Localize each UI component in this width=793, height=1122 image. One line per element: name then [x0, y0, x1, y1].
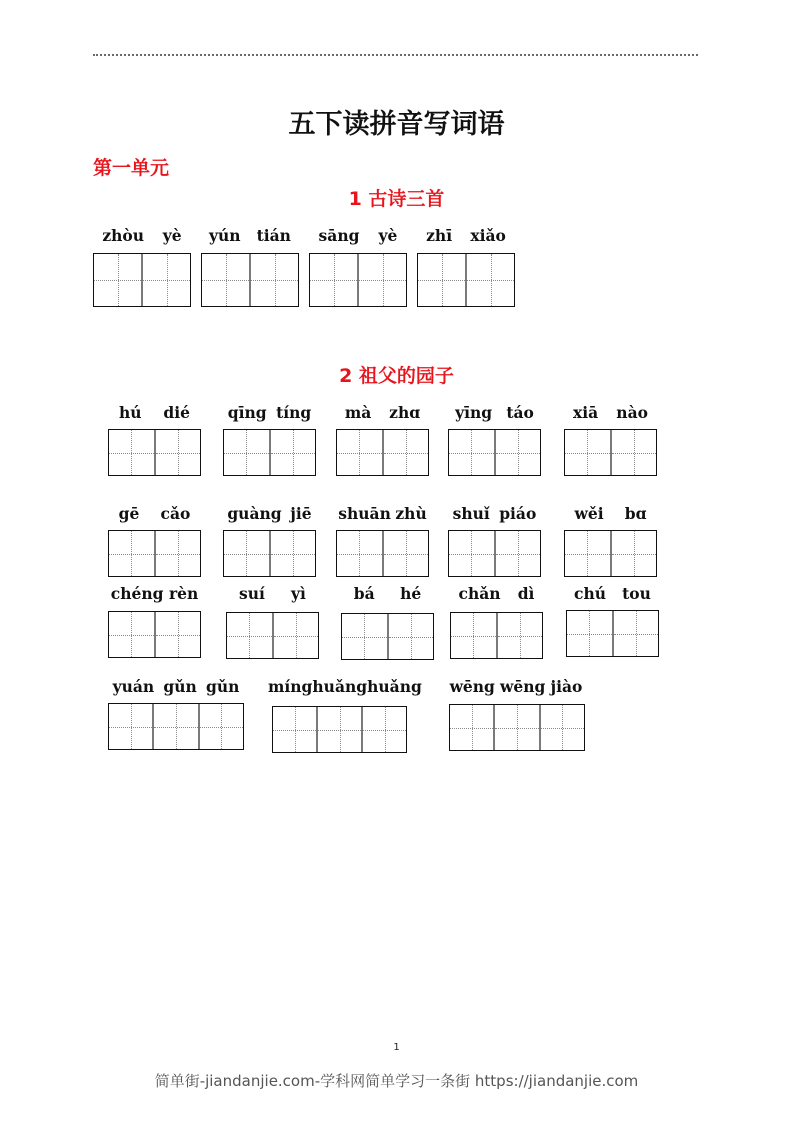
- word-item: [108, 403, 201, 476]
- writing-grid[interactable]: [564, 530, 657, 577]
- pinyin-syllable: wěi: [574, 504, 604, 523]
- footer-watermark: 简单街-jiandanjie.com-学科网简单学习一条街 https://jiandanjie.com: [154, 1072, 639, 1090]
- writing-grid[interactable]: [448, 429, 541, 476]
- pinyin-syllable: chú: [574, 584, 607, 603]
- word-item: [268, 677, 422, 753]
- word-item: [108, 584, 201, 659]
- pinyin-syllable: wēng: [500, 677, 546, 696]
- lesson-heading-2: 2 祖父的园子: [339, 365, 454, 387]
- pinyin-label: [417, 226, 515, 248]
- pinyin-label: [309, 226, 407, 248]
- pinyin-label: [108, 677, 244, 699]
- writing-grid[interactable]: [201, 253, 299, 307]
- pinyin-syllable: yuán: [112, 677, 155, 696]
- word-item: [417, 226, 515, 307]
- pinyin-label: [108, 584, 201, 606]
- writing-grid[interactable]: [108, 429, 201, 476]
- pinyin-label: [564, 504, 657, 526]
- word-item: [564, 403, 657, 476]
- writing-grid[interactable]: [226, 612, 319, 659]
- pinyin-label: [448, 403, 541, 425]
- writing-grid[interactable]: [223, 530, 316, 577]
- writing-grid[interactable]: [450, 612, 543, 659]
- pinyin-label: [448, 504, 541, 526]
- pinyin-syllable: hé: [400, 584, 422, 603]
- word-item: [108, 504, 201, 577]
- pinyin-label: [108, 504, 201, 526]
- pinyin-syllable: tíng: [276, 403, 312, 422]
- pinyin-syllable: gē: [118, 504, 140, 523]
- pinyin-syllable: shuǐ: [452, 504, 490, 523]
- pinyin-syllable: zhù: [395, 504, 427, 523]
- pinyin-label: [223, 403, 316, 425]
- pinyin-syllable: xiǎo: [470, 226, 506, 245]
- pinyin-label: [226, 584, 319, 606]
- header-dotted-rule: [93, 54, 698, 56]
- pinyin-label: [268, 677, 422, 699]
- pinyin-label: [564, 403, 657, 425]
- pinyin-syllable: jiào: [550, 677, 583, 696]
- pinyin-syllable: piáo: [499, 504, 537, 523]
- word-item: [93, 226, 191, 307]
- pinyin-label: [566, 584, 659, 606]
- pinyin-label: [108, 403, 201, 425]
- pinyin-syllable: chéng: [110, 584, 164, 603]
- writing-grid[interactable]: [417, 253, 515, 307]
- pinyin-syllable: huǎng: [367, 677, 422, 696]
- word-item: [336, 504, 429, 577]
- pinyin-label: [450, 584, 543, 606]
- writing-grid[interactable]: [336, 429, 429, 476]
- writing-grid[interactable]: [93, 253, 191, 307]
- pinyin-syllable: dié: [163, 403, 191, 422]
- pinyin-syllable: chǎn: [458, 584, 501, 603]
- pinyin-syllable: táo: [506, 403, 534, 422]
- pinyin-label: [341, 584, 434, 606]
- pinyin-syllable: bɑ: [624, 504, 647, 523]
- word-item: [450, 584, 543, 659]
- writing-grid[interactable]: [448, 530, 541, 577]
- pinyin-syllable: jiē: [290, 504, 312, 523]
- pinyin-syllable: wēng: [449, 677, 495, 696]
- pinyin-syllable: qīng: [227, 403, 267, 422]
- pinyin-syllable: gǔn: [163, 677, 197, 696]
- word-item: [566, 584, 659, 657]
- word-item: [341, 584, 434, 660]
- pinyin-syllable: yún: [209, 226, 241, 245]
- pinyin-syllable: míng: [268, 677, 313, 696]
- word-item: [336, 403, 429, 476]
- pinyin-syllable: dì: [517, 584, 535, 603]
- pinyin-syllable: shuān: [338, 504, 391, 523]
- word-item: [223, 504, 316, 577]
- word-item: [226, 584, 319, 660]
- pinyin-syllable: guàng: [227, 504, 282, 523]
- writing-grid[interactable]: [566, 610, 659, 657]
- pinyin-syllable: yīng: [455, 403, 493, 422]
- pinyin-label: [223, 504, 316, 526]
- pinyin-label: [447, 677, 585, 699]
- pinyin-syllable: tián: [256, 226, 291, 245]
- writing-grid[interactable]: [341, 613, 434, 660]
- pinyin-syllable: yè: [378, 226, 398, 245]
- pinyin-syllable: suí: [239, 584, 265, 603]
- pinyin-syllable: zhòu: [102, 226, 145, 245]
- pinyin-syllable: mà: [344, 403, 372, 422]
- pinyin-syllable: zhī: [426, 226, 453, 245]
- writing-grid[interactable]: [108, 611, 201, 658]
- pinyin-label: [336, 504, 429, 526]
- word-item: [108, 677, 244, 750]
- pinyin-syllable: yè: [162, 226, 182, 245]
- pinyin-syllable: xiā: [573, 403, 599, 422]
- pinyin-syllable: zhɑ: [389, 403, 421, 422]
- pinyin-syllable: sāng: [318, 226, 360, 245]
- word-item: [564, 504, 657, 577]
- writing-grid[interactable]: [272, 706, 407, 753]
- word-item: [223, 403, 316, 476]
- word-item: [447, 677, 585, 751]
- pinyin-syllable: tou: [622, 584, 651, 603]
- writing-grid[interactable]: [223, 429, 316, 476]
- pinyin-label: [201, 226, 299, 248]
- pinyin-label: [336, 403, 429, 425]
- unit-heading: 第一单元: [93, 157, 170, 179]
- word-item: [448, 403, 541, 476]
- pinyin-syllable: rèn: [168, 584, 199, 603]
- writing-grid[interactable]: [336, 530, 429, 577]
- pinyin-syllable: hú: [118, 403, 142, 422]
- writing-grid[interactable]: [309, 253, 407, 307]
- word-item: [201, 226, 299, 307]
- writing-grid[interactable]: [564, 429, 657, 476]
- writing-grid[interactable]: [108, 703, 244, 750]
- writing-grid[interactable]: [449, 704, 585, 751]
- word-item: [309, 226, 407, 307]
- page-title: 五下读拼音写词语: [288, 109, 505, 140]
- pinyin-syllable: gǔn: [205, 677, 240, 696]
- pinyin-syllable: nào: [616, 403, 648, 422]
- pinyin-syllable: bá: [353, 584, 375, 603]
- pinyin-syllable: yì: [291, 584, 306, 603]
- lesson-heading-1: 1 古诗三首: [348, 188, 445, 210]
- pinyin-label: [93, 226, 191, 248]
- word-item: [448, 504, 541, 577]
- page-number: 1: [393, 1042, 400, 1053]
- writing-grid[interactable]: [108, 530, 201, 577]
- pinyin-syllable: cǎo: [160, 504, 191, 523]
- pinyin-syllable: huǎng: [312, 677, 368, 696]
